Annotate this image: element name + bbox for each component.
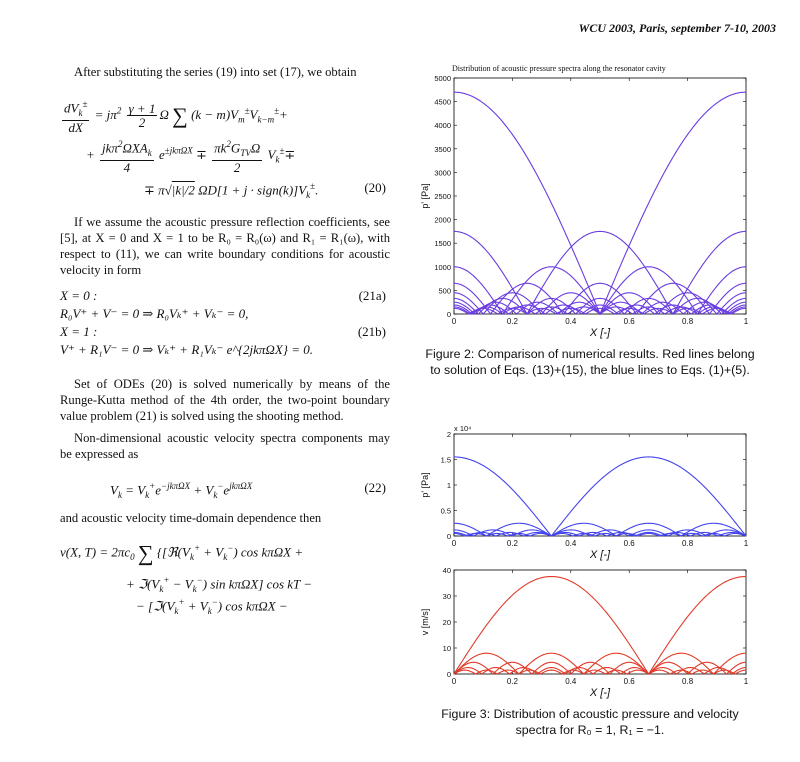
velocity-spectra-chart xyxy=(410,562,770,702)
y-tick-label: 3000 xyxy=(434,168,451,178)
y-tick-label: 4000 xyxy=(434,121,451,131)
x-tick-label: 0 xyxy=(451,539,457,548)
x-axis-label: X [-] xyxy=(589,687,611,699)
paragraph-5: and acoustic velocity time-domain dependence then xyxy=(60,511,322,525)
y-multiplier-label: x 10⁴ xyxy=(454,424,472,433)
plot-frame xyxy=(454,78,746,314)
y-tick-label: 2000 xyxy=(434,215,451,225)
x-axis-label: X [-] xyxy=(589,327,611,339)
equation-22: $V_k = V_k^+e^{-jk\pi\Omega X} + V_k^-e^{jk\pi\Omega X}$ (22) xyxy=(110,480,386,500)
left-column xyxy=(60,64,390,614)
x-tick-label: 0.8 xyxy=(682,677,694,686)
x-axis-label: X [-] xyxy=(589,549,611,561)
x-tick-label: 0.4 xyxy=(565,539,577,548)
figure-3-caption: Figure 3: Distribution of acoustic pressure and velocity spectra for R₀ = 1, R₁ = −1. xyxy=(441,707,739,737)
equation-20-number: (20) xyxy=(364,180,386,195)
y-tick-label: 0.5 xyxy=(440,506,451,516)
y-tick-label: 1.5 xyxy=(440,455,451,465)
series-line-1 xyxy=(454,457,746,536)
paragraph-3: Set of ODEs (20) is solved numerically by means of the Runge-Kutta method of the 4th order, the two-point boundary value problem (21) is solved using the shooting method. xyxy=(60,377,390,423)
x-tick-label: 0 xyxy=(451,317,457,326)
y-tick-label: 40 xyxy=(442,566,451,575)
x-tick-label: 0.2 xyxy=(506,677,518,686)
y-tick-label: 4500 xyxy=(434,97,451,107)
y-tick-label: 0 xyxy=(446,670,451,679)
y-tick-label: 10 xyxy=(442,644,451,653)
figure-2-caption: Figure 2: Comparison of numerical results. Red lines belong to solution of Eqs. (13)+(15), the blue lines to Eqs. (1)+(5). xyxy=(425,347,755,377)
series-line-1 xyxy=(454,92,746,314)
page-header: WCU 2003, Paris, september 7-10, 2003 xyxy=(578,21,776,35)
y-tick-label: 1500 xyxy=(434,239,451,249)
x-tick-label: 0 xyxy=(451,677,457,686)
equation-22-number: (22) xyxy=(364,480,386,495)
x-tick-label: 0.6 xyxy=(623,539,635,548)
chart-title: Distribution of acoustic pressure spectra along the resonator cavity xyxy=(452,64,666,73)
paragraph-4: Non-dimensional acoustic velocity spectra components may be expressed as xyxy=(60,431,390,461)
eq21a-body: R₀V⁺ + V⁻ = 0 ⇒ R₀Vₖ⁺ + Vₖ⁻ = 0, xyxy=(60,306,249,321)
x-tick-label: 1 xyxy=(743,539,749,548)
x-tick-label: 0.4 xyxy=(565,317,577,326)
x-tick-label: 0.2 xyxy=(506,539,518,548)
y-axis-label: v [m/s] xyxy=(420,608,430,636)
y-tick-label: 0 xyxy=(446,310,451,319)
y-axis-label: p' [Pa] xyxy=(420,183,430,209)
paragraph-2: If we assume the acoustic pressure reflection coefficients, see [5], at X = 0 and X = 1 to be R₀ = R₀(ω) and R₁ = R₁(ω), with respect to (11), we can write boundary conditions for acoustic velocity in form xyxy=(60,215,390,277)
eq21a-number: (21a) xyxy=(358,288,386,303)
x-tick-label: 1 xyxy=(743,677,749,686)
paragraph-1: After substituting the series (19) into set (17), we obtain xyxy=(74,65,357,79)
eq21b-body: V⁺ + R₁V⁻ = 0 ⇒ Vₖ⁺ + R₁Vₖ⁻ e^{2jkπΩX} = 0. xyxy=(60,342,313,357)
equation-23: v(X, $T) = 2\pi c_0$ ∑ {[$ℜ(V_k^+ + V_k^-)$ cos kπΩX + + $ℑ(V_k^+ - V_k^-)$ sin kπΩX] cos kT − − [$ℑ(V_k^+ + V_k^-)$ cos kπΩX − xyxy=(60,540,313,616)
eq21a-label: X = 0 : xyxy=(60,288,98,303)
x-tick-label: 0.6 xyxy=(623,317,635,326)
y-tick-label: 2500 xyxy=(434,192,451,201)
y-axis-label: p' [Pa] xyxy=(420,472,430,498)
y-tick-label: 1 xyxy=(446,481,451,490)
eq21b-number: (21b) xyxy=(357,324,386,339)
plot-frame xyxy=(454,570,746,674)
x-tick-label: 1 xyxy=(743,317,749,326)
x-tick-label: 0.4 xyxy=(565,677,577,686)
x-tick-label: 0.8 xyxy=(682,317,694,326)
y-tick-label: 5000 xyxy=(434,74,451,83)
eq21b-label: X = 1 : xyxy=(60,324,98,339)
y-tick-label: 0 xyxy=(446,532,451,541)
y-tick-label: 30 xyxy=(442,592,451,601)
y-tick-label: 20 xyxy=(442,618,451,627)
equation-21 xyxy=(60,288,390,368)
y-tick-label: 3500 xyxy=(434,144,451,154)
y-tick-label: 500 xyxy=(438,286,451,296)
y-tick-label: 2 xyxy=(446,430,451,439)
x-tick-label: 0.6 xyxy=(623,677,635,686)
equation-20: $\frac{dV_k^\pm}{dX}$ = $j\pi^2$ $\frac{\gamma + 1}{2}$ Ω ∑ $(k - m)V_m^\pm V_{k-m}^\pm+$ + $\frac{jk\pi^2\Omega XA_k}{4}$ $e^{\pm jk\pi\Omega X}$ ∓ $\frac{\pi k^2G_{TV}\Omega}{2}$ $V_k^\pm\mp$ ∓ π√|k|/2 $\Omega D[1 + j \cdot sign(k)]V_k^\pm$. (20) xyxy=(64,99,386,200)
pressure-spectra-chart xyxy=(410,424,770,562)
series-line-2 xyxy=(454,231,746,314)
x-tick-label: 0.2 xyxy=(506,317,518,326)
pressure-distribution-chart xyxy=(410,72,770,350)
x-tick-label: 0.8 xyxy=(682,539,694,548)
y-tick-label: 1000 xyxy=(434,262,451,272)
